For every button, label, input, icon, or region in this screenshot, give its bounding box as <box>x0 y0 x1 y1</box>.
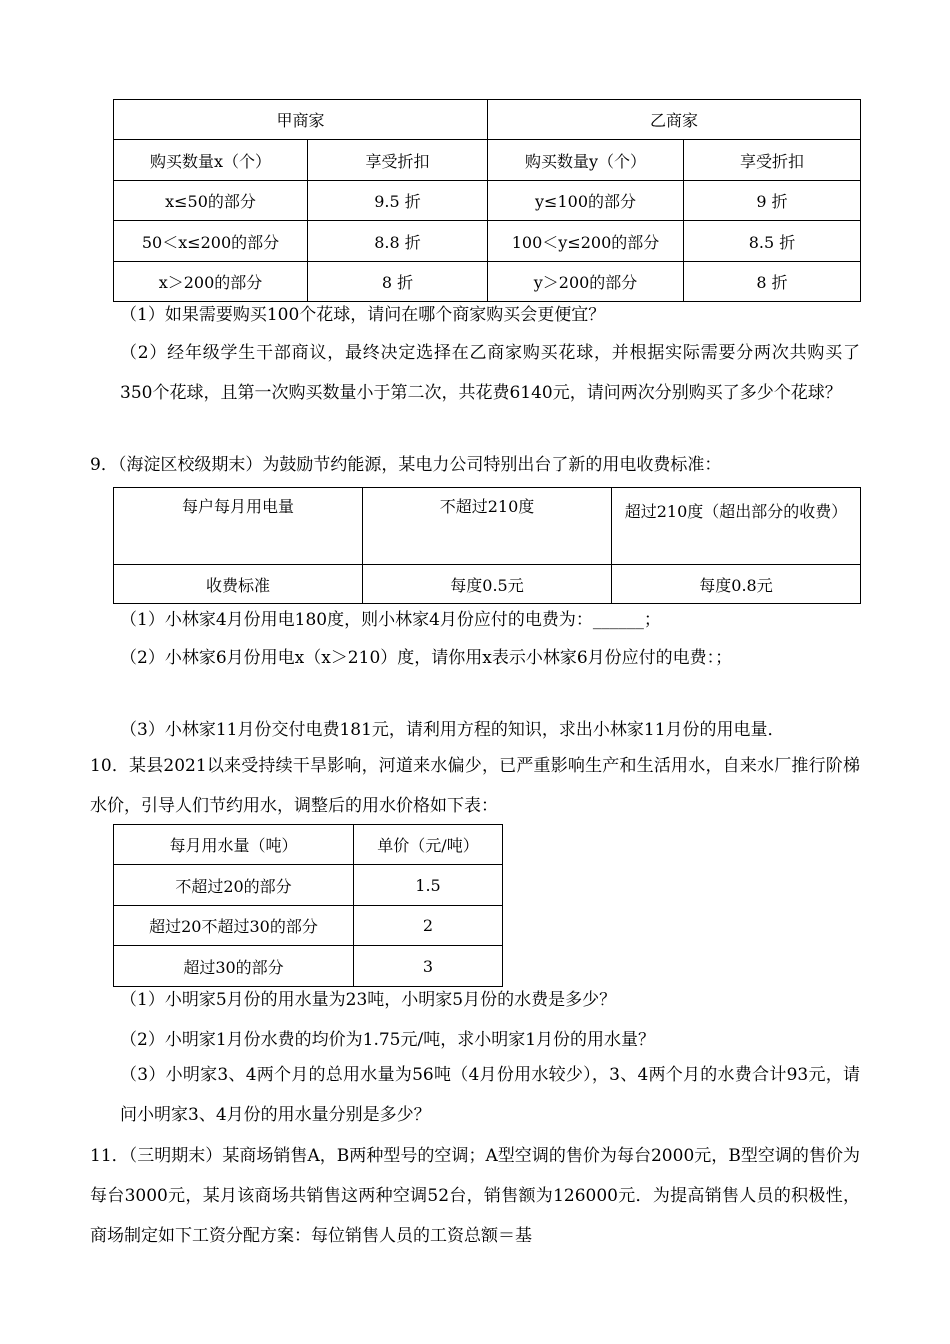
col-header: 每月用水量（吨） <box>114 825 354 865</box>
q11-text: 11．（三明期末）某商场销售A，B两种型号的空调；A型空调的售价为每台2000元，B型空调的售价为每台3000元，某月该商场共销售这两种空调52台，销售额为126000元．为提高销售人员的积极性，商场制定如下工资分配方案：每位销售人员的工资总额＝基 <box>90 1146 860 1246</box>
table-cell: 超过30的部分 <box>114 946 354 987</box>
table-cell: 超过210度（超出部分的收费） <box>612 488 861 565</box>
table-cell: 9.5 折 <box>308 181 488 221</box>
table-cell: 8 折 <box>308 262 488 302</box>
table-cell: 每度0.5元 <box>363 565 612 604</box>
discount-table <box>113 99 861 302</box>
col-header: 购买数量x（个） <box>114 140 308 181</box>
table-cell: y≤100的部分 <box>488 181 684 221</box>
q8-part2: （2）经年级学生干部商议，最终决定选择在乙商家购买花球，并根据实际需要分两次共购买了350个花球，且第一次购买数量小于第二次，共花费6140元，请问两次分别购买了多少个花球？ <box>120 343 860 403</box>
electricity-table <box>113 487 861 604</box>
table-cell: x≤50的部分 <box>114 181 308 221</box>
table-cell: 3 <box>354 946 503 987</box>
table-cell: 不超过20的部分 <box>114 865 354 906</box>
table-cell: 8.8 折 <box>308 221 488 262</box>
col-header: 单价（元/吨） <box>354 825 503 865</box>
q10-part2: （2）小明家1月份水费的均价为1.75元/吨，求小明家1月份的用水量？ <box>120 1030 656 1050</box>
col-header: 享受折扣 <box>308 140 488 181</box>
q9-part1: （1）小林家4月份用电180度，则小林家4月份应付的电费为：______； <box>120 610 661 630</box>
q9-title: 9．（海淀区校级期末）为鼓励节约能源，某电力公司特别出台了新的用电收费标准： <box>90 455 722 475</box>
table-cell: x＞200的部分 <box>114 262 308 302</box>
table-cell: 每度0.8元 <box>612 565 861 604</box>
q10-part3: （3）小明家3、4两个月的总用水量为56吨（4月份用水较少），3、4两个月的水费合计93元，请问小明家3、4月份的用水量分别是多少？ <box>120 1065 860 1125</box>
merchant-a-header: 甲商家 <box>114 100 488 140</box>
q8-part1: （1）如果需要购买100个花球，请问在哪个商家购买会更便宜？ <box>120 305 606 325</box>
table-cell: 8.5 折 <box>684 221 861 262</box>
q9-part2: （2）小林家6月份用电x（x＞210）度，请你用x表示小林家6月份应付的电费：； <box>120 648 733 668</box>
table-cell: 每户每月用电量 <box>114 488 363 565</box>
table-cell: y＞200的部分 <box>488 262 684 302</box>
table-cell: 1.5 <box>354 865 503 906</box>
col-header: 享受折扣 <box>684 140 861 181</box>
q10-title: 10．某县2021以来受持续干旱影响，河道来水偏少，已严重影响生产和生活用水，自来水厂推行阶梯水价，引导人们节约用水，调整后的用水价格如下表： <box>90 756 860 816</box>
water-price-table <box>113 824 503 987</box>
q10-part1: （1）小明家5月份的用水量为23吨，小明家5月份的水费是多少？ <box>120 990 617 1010</box>
col-header: 购买数量y（个） <box>488 140 684 181</box>
table-cell: 50＜x≤200的部分 <box>114 221 308 262</box>
table-cell: 100＜y≤200的部分 <box>488 221 684 262</box>
table-cell: 超过20不超过30的部分 <box>114 906 354 946</box>
merchant-b-header: 乙商家 <box>488 100 861 140</box>
table-cell: 9 折 <box>684 181 861 221</box>
table-cell: 2 <box>354 906 503 946</box>
table-cell: 收费标准 <box>114 565 363 604</box>
table-cell: 8 折 <box>684 262 861 302</box>
table-cell: 不超过210度 <box>363 488 612 565</box>
q9-part3: （3）小林家11月份交付电费181元，请利用方程的知识，求出小林家11月份的用电量． <box>120 720 785 740</box>
